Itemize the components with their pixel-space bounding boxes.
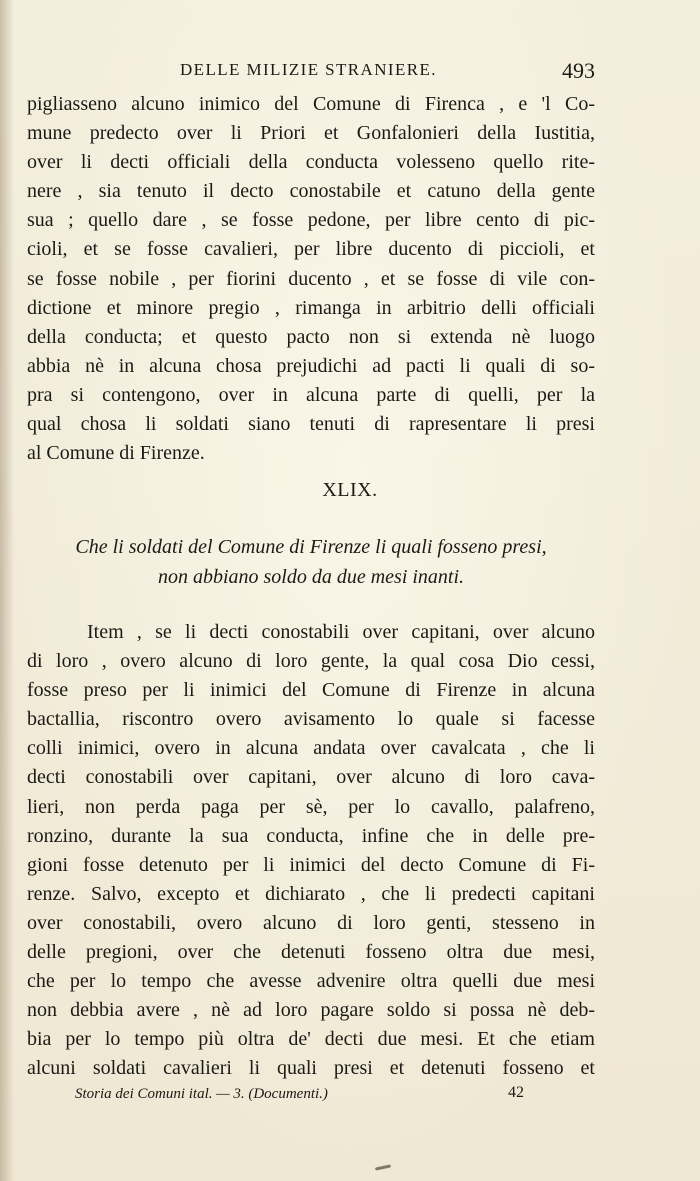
text-line: bactallia, riscontro overo avisamento lo quale si facesse [27, 708, 595, 731]
text-line: over li decti officiali della conducta volesseno quello rite- [27, 151, 595, 174]
text-line: se fosse nobile , per fiorini ducento , et se fosse di vile con- [27, 267, 595, 290]
running-head [0, 58, 700, 88]
ink-smudge [375, 1164, 391, 1170]
text-line: colli inimici, overo in alcuna andata over cavalcata , che li [27, 737, 595, 760]
text-line: mune predecto over li Priori et Gonfalonieri della Iustitia, [27, 122, 595, 145]
paragraph-continuation [27, 90, 595, 468]
section-title [27, 532, 595, 592]
section-title-line: Che li soldati del Comune di Firenze li quali fosseno presi, [75, 536, 547, 558]
text-line: al Comune di Firenze. [27, 442, 205, 465]
text-line: cioli, et se fosse cavalieri, per libre ducento di piccioli, et [27, 238, 595, 261]
binding-shadow [0, 0, 14, 1181]
text-line: over conostabili, overo alcuno di loro genti, stesseno in [27, 911, 595, 934]
text-line: non debbia avere , nè ad loro pagare soldo si possa nè deb- [27, 999, 595, 1022]
text-line: di loro , overo alcuno di loro gente, la qual cosa Dio cessi, [27, 650, 595, 673]
text-line: abbia nè in alcuna chosa prejudichi ad pacti li quali di so- [27, 354, 595, 377]
text-line: dictione et minore pregio , rimanga in arbitrio delli officiali [27, 296, 595, 319]
text-line: nere , sia tenuto il decto conostabile et catuno della gente [27, 180, 595, 203]
paragraph-body [27, 618, 595, 1084]
page-number: 493 [562, 58, 595, 83]
signature-number: 42 [508, 1084, 524, 1101]
text-line: bia per lo tempo più oltra de' decti due mesi. Et che etiam [27, 1028, 595, 1051]
section-number: XLIX. [322, 479, 378, 501]
text-line: Item , se li decti conostabili over capitani, over alcuno [87, 621, 595, 643]
text-line: che per lo tempo che avesse advenire oltra quelli due mesi [27, 970, 595, 993]
text-line: pigliasseno alcuno inimico del Comune di Firenca , e 'l Co- [27, 93, 595, 115]
running-title: DELLE MILIZIE STRANIERE. [180, 60, 437, 79]
text-line: decti conostabili over capitani, over alcuno di loro cava- [27, 766, 595, 789]
text-line: renze. Salvo, excepto et dichiarato , che li predecti capitani [27, 882, 595, 905]
text-line: gioni fosse detenuto per li inimici del decto Comune di Fi- [27, 853, 595, 876]
text-line: sua ; quello dare , se fosse pedone, per libre cento di pic- [27, 209, 595, 232]
text-line: fosse preso per li inimici del Comune di Firenze in alcuna [27, 679, 595, 702]
text-line: ronzino, durante la sua conducta, infine che in delle pre- [27, 824, 595, 847]
text-line: alcuni soldati cavalieri li quali presi et detenuti fosseno et [27, 1057, 595, 1080]
printer-signature: Storia dei Comuni ital. — 3. (Documenti.) [75, 1086, 328, 1102]
text-line: pra si contengono, over in alcuna parte di quelli, per la [27, 383, 595, 406]
text-line: delle pregioni, over che detenuti fosseno oltra due mesi, [27, 941, 595, 964]
section-title-line: non abbiano soldo da due mesi inanti. [157, 566, 465, 588]
text-line: lieri, non perda paga per sè, per lo cavallo, palafreno, [27, 795, 595, 818]
text-line: qual chosa li soldati siano tenuti di rapresentare li presi [27, 413, 595, 436]
text-line: della conducta; et questo pacto non si extenda nè luogo [27, 325, 595, 348]
